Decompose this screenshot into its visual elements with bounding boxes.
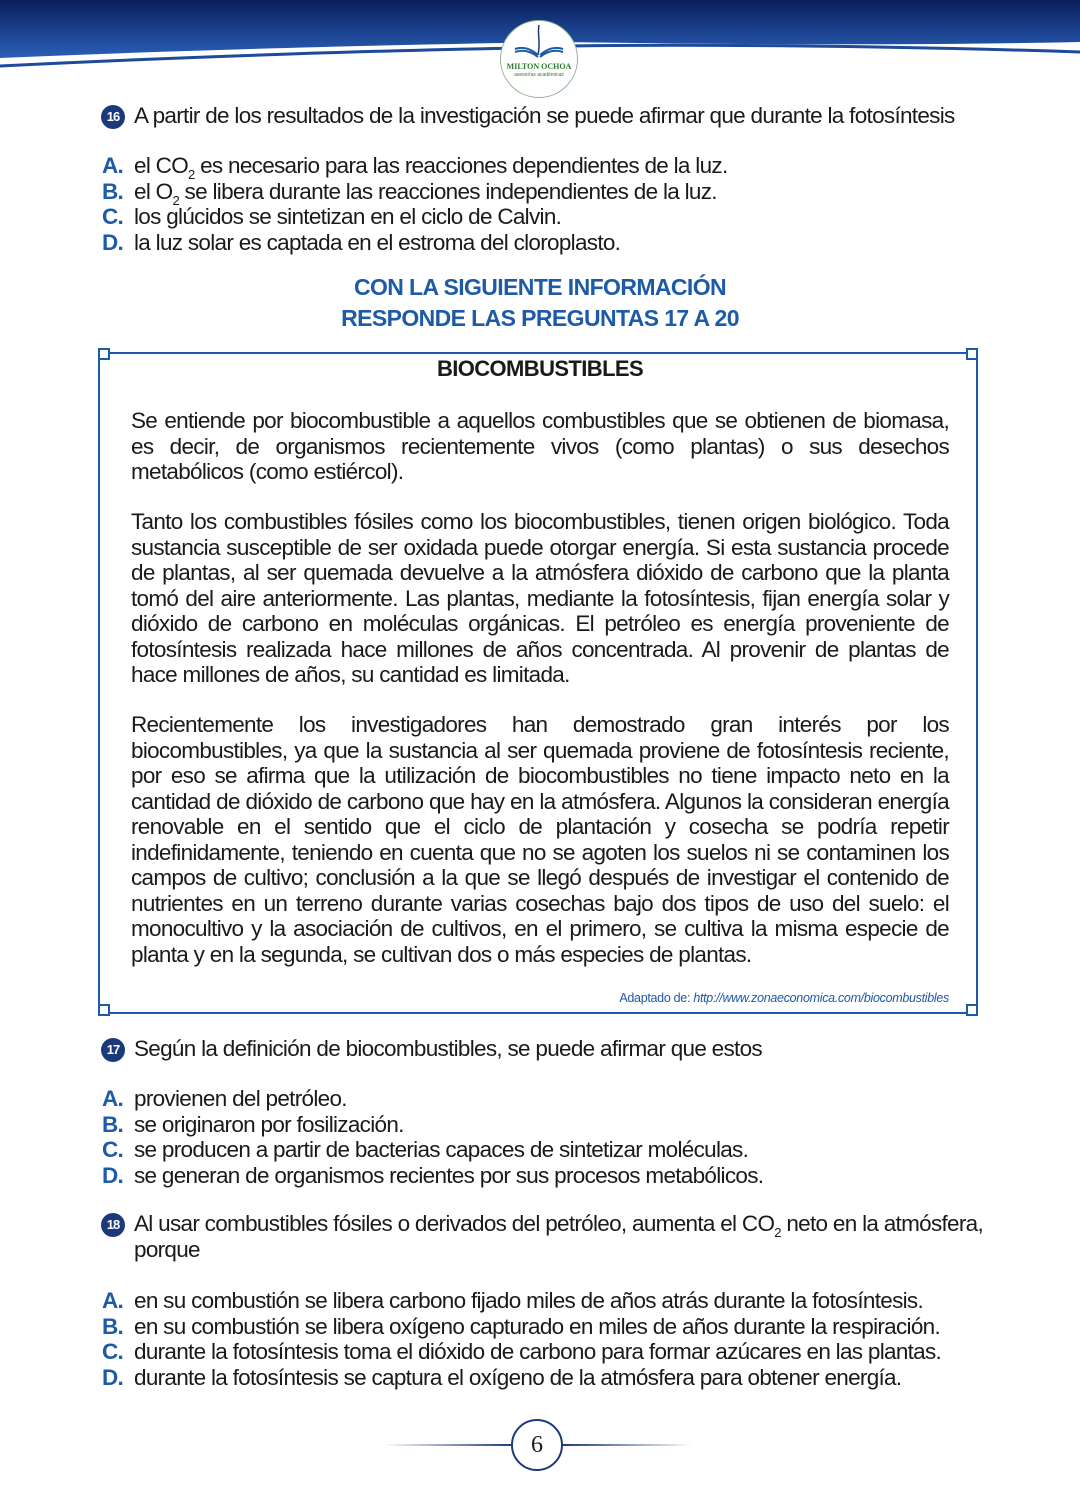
option-c [102,1137,763,1163]
question-text-line2: porque [134,1236,200,1262]
question-18 [102,1211,983,1262]
option-letter: D. [102,229,124,255]
option-d [102,1163,763,1189]
logo [500,20,578,98]
question-text: Al usar combustibles fósiles o derivados del petróleo, aumenta el CO [134,1211,775,1236]
option-text: es necesario para las reacciones dependientes de la luz. [194,153,728,178]
option-c [102,1339,941,1365]
subscript: 2 [188,167,195,182]
option-a [102,153,728,182]
question-text: A partir de los resultados de la investigación se puede afirmar que durante la fotosíntesis [134,103,955,128]
question-16 [102,103,955,129]
page-number: 6 [511,1419,563,1471]
option-b [102,1112,763,1138]
subscript: 2 [172,192,179,208]
option-b [102,178,728,208]
option-letter: C. [102,1137,124,1162]
option-a [102,1086,763,1112]
source-url: http://www.zonaeconomica.com/biocombustibles [693,991,949,1005]
option-letter: C. [102,204,124,229]
option-d [102,1365,941,1391]
q16-options [102,153,728,255]
logo-tagline: asesorías académicas [514,72,564,78]
option-letter: A. [102,153,124,178]
question-number-badge: 16 [102,106,124,128]
option-letter: B. [102,1111,124,1137]
reading-title: BIOCOMBUSTIBLES [436,356,644,381]
option-letter: A. [102,1086,124,1111]
question-text: Según la definición de biocombustibles, se puede afirmar que estos [134,1036,762,1061]
reading-paragraph: Tanto los combustibles fósiles como los biocombustibles, tienen origen biológico. Toda sustancia susceptible de ser oxidada puede otorgar energía. Si esta sustancia procede de plantas, al ser quemada devuelve a la atmósfera dióxido de carbono que la planta tomó del aire anteriormente. Las plantas, mediante la fotosíntesis, fijan energía solar y dióxido de carbono en moléculas orgánicas. El petróleo es energía proveniente de fotosíntesis realizada hace millones de años concentrada. Al provenir de plantas de hace millones de años, su cantidad es limitada. [131,509,949,687]
option-letter: A. [102,1288,124,1313]
option-c [102,204,728,230]
option-text: los glúcidos se sintetizan en el ciclo de Calvin. [134,204,562,229]
option-b [102,1314,941,1340]
option-text: provienen del petróleo. [134,1086,347,1111]
question-number-badge: 18 [102,1214,124,1236]
option-text: el O [134,178,173,204]
logo-name: MILTON OCHOA [506,62,572,71]
option-text: se originaron por fosilización. [134,1111,404,1137]
option-text: en su combustión se libera oxígeno capturado en miles de años durante la respiración. [134,1313,941,1339]
book-icon [501,21,577,61]
option-text: durante la fotosíntesis se captura el oxígeno de la atmósfera para obtener energía. [134,1364,902,1390]
option-letter: C. [102,1339,124,1364]
reading-paragraph: Recientemente los investigadores han demostrado gran interés por los biocombustibles, ya que la sustancia al ser quemada proviene de fotosíntesis reciente, por eso se afirma que la utilización de biocombustibles no tiene impacto neto en la cantidad de dióxido de carbono que hay en la atmósfera. Algunos la consideran energía renovable en el sentido que el ciclo de plantación y cosecha se podría repetir indefinidamente, teniendo en cuenta que no se agoten los suelos ni se contaminen los campos de cultivo; conclusión a la que se llegó después de investigar el contenido de nutrientes en un terreno durante varias cosechas bajo dos tipos de uso del suelo: el monocultivo y la asociación de cultivos, en el primero, se cultiva la misma especie de planta y en la segunda, se cultivan dos o más especies de plantas. [131,712,949,967]
source-citation [619,991,949,1005]
option-text: en su combustión se libera carbono fijado miles de años atrás durante la fotosíntesis. [134,1288,924,1313]
footer-line-left [383,1444,513,1446]
subscript: 2 [774,1225,781,1240]
option-a [102,1288,941,1314]
option-letter: D. [102,1364,124,1390]
option-text: la luz solar es captada en el estroma del cloroplasto. [134,229,621,255]
footer-line-right [563,1444,693,1446]
instructions-line-1: CON LA SIGUIENTE INFORMACIÓN [353,274,727,300]
option-text: se producen a partir de bacterias capaces de sintetizar moléculas. [134,1137,749,1162]
question-17 [102,1036,762,1062]
option-d [102,230,728,256]
option-text: se generan de organismos recientes por sus procesos metabólicos. [134,1162,764,1188]
option-text: se libera durante las reacciones independientes de la luz. [179,178,717,204]
option-text: durante la fotosíntesis toma el dióxido de carbono para formar azúcares en las plantas. [134,1339,942,1364]
corner-ornament [98,1004,110,1016]
option-letter: D. [102,1162,124,1188]
question-number-badge: 17 [102,1039,124,1061]
option-letter: B. [102,1313,124,1339]
option-text: el CO [134,153,189,178]
question-text: neto en la atmósfera, [780,1211,984,1236]
instructions-line-2: RESPONDE LAS PREGUNTAS 17 A 20 [341,305,739,331]
q18-options [102,1288,941,1390]
option-letter: B. [102,178,124,204]
corner-ornament [966,1004,978,1016]
q17-options [102,1086,763,1188]
reading-paragraph: Se entiende por biocombustible a aquellos combustibles que se obtienen de biomasa, es decir, de organismos recientemente vivos (como plantas) o sus desechos metabólicos (como estiércol). [131,408,949,484]
source-label: Adaptado de: [619,991,694,1005]
